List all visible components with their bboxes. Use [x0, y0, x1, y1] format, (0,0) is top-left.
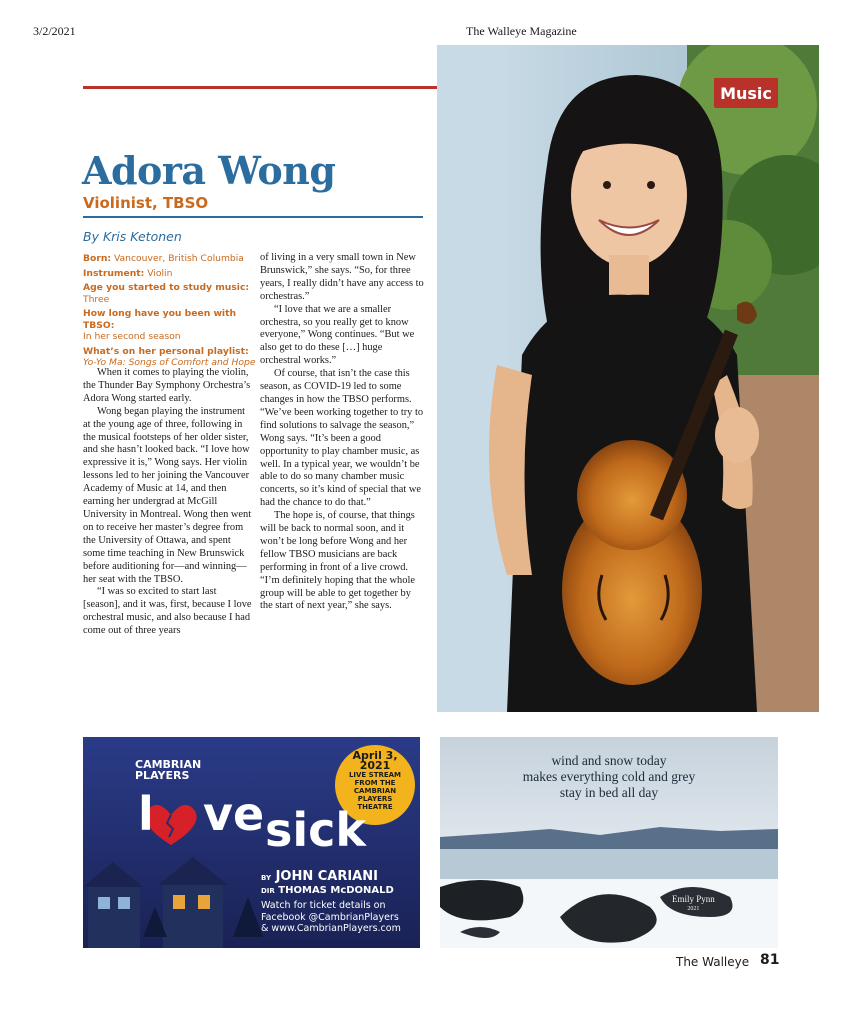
- poem-image: [440, 737, 778, 948]
- print-date: 3/2/2021: [33, 24, 76, 38]
- article-column-1: [83, 367, 255, 638]
- fact-label: Age you started to study music:: [83, 282, 250, 293]
- fact-tenure: [83, 308, 258, 343]
- fact-playlist: [83, 346, 258, 369]
- ad-director: DIR THOMAS McDONALD: [261, 885, 394, 896]
- title-rule: [83, 216, 423, 218]
- footer-magazine-name: The Walleye: [676, 955, 750, 969]
- fact-born: [83, 253, 258, 265]
- fact-label: How long have you been with TBSO:: [83, 308, 237, 331]
- paragraph: When it comes to playing the violin, the Thunder Bay Symphony Orchestra’s Adora Wong started early.: [83, 367, 251, 404]
- fact-label: Born:: [83, 253, 112, 264]
- paragraph: The hope is, of course, that things will be back to normal soon, and it won’t be long before Wong and her fellow TBSO musicians are back performing in front of a live crowd. “I’m definitely hoping that the whole group will be able to get together by the start of next year,” she says.: [260, 510, 415, 612]
- ad-show-title-part1: l: [138, 787, 154, 841]
- ad-show-title-part3: sick: [265, 803, 367, 857]
- article-title: Adora Wong: [82, 148, 336, 193]
- fact-label: Instrument:: [83, 267, 145, 279]
- byline: By Kris Ketonen: [83, 229, 182, 244]
- poem-credit: Emily Pynn 2021: [672, 894, 715, 912]
- poem-text: wind and snow today makes everything cold and grey stay in bed all day: [522, 753, 696, 800]
- fact-value: In her second season: [83, 331, 181, 342]
- section-tag: Music: [714, 78, 778, 108]
- cambrian-players-ad[interactable]: [83, 737, 420, 948]
- fact-value: Violin: [147, 267, 173, 279]
- fact-label: What’s on her personal playlist:: [83, 345, 249, 357]
- paragraph: Wong began playing the instrument at the young age of three, following in the musical footsteps of her older sister, and she hasn’t looked back. “I love how expressive it is,” Wong says. Her violin lessons led to her joining the Vancouver Academy of Music at 14, and then earning her undergrad at McGill University in Montreal. Wong then went on to receive her master’s degree from the University of Ottawa, and spent some time teaching in New Brunswick before auditioning for—and winning—her seat with the TBSO.: [83, 405, 252, 585]
- fact-instrument: [83, 268, 258, 280]
- paragraph: of living in a very small town in New Brunswick,” she says. “So, for three years, I really didn’t have any access to orchestras.”: [260, 252, 424, 302]
- print-site-title: The Walleye Magazine: [466, 24, 577, 38]
- footer-page-number: 81: [760, 952, 780, 968]
- fact-value: Yo-Yo Ma: Songs of Comfort and Hope: [83, 357, 256, 368]
- ad-details: Watch for ticket details on Facebook @CambrianPlayers & www.CambrianPlayers.com: [261, 900, 401, 934]
- paragraph: “I love that we are a smaller orchestra, so you really get to know everyone,” Wong continues. “But we also get to do these […] huge orchestral works.”: [260, 303, 415, 367]
- ad-brand: CAMBRIAN PLAYERS: [135, 758, 202, 782]
- facts-sidebar: [83, 253, 258, 372]
- article-subtitle: Violinist, TBSO: [83, 194, 209, 212]
- article-column-2: [260, 252, 425, 613]
- fact-value: Three: [83, 293, 110, 305]
- ad-date-badge: April 3, 2021 LIVE STREAM FROM THE CAMBRIAN PLAYERS THEATRE: [348, 749, 402, 811]
- fact-age-started: [83, 282, 258, 305]
- paragraph: “I was so excited to start last [season], and it was, first, because I love orchestral music, and also because I had come out of three years: [83, 586, 252, 637]
- ad-author: BY JOHN CARIANI: [261, 869, 378, 884]
- fact-value: Vancouver, British Columbia: [113, 253, 244, 264]
- paragraph: Of course, that isn’t the case this season, as COVID-19 led to some changes in how the TBSO performs. “We’ve been working together to try to find solutions to salvage the season,” Wong says. “It’s been a good opportunity to play chamber music, as well. In a typical year, we wouldn’t be able to do so many chamber music concerts, so it’s kind of special that we had the chance to do that.”: [260, 368, 424, 509]
- portrait-photo: [437, 45, 819, 712]
- ad-show-title-part2: ve: [203, 787, 265, 841]
